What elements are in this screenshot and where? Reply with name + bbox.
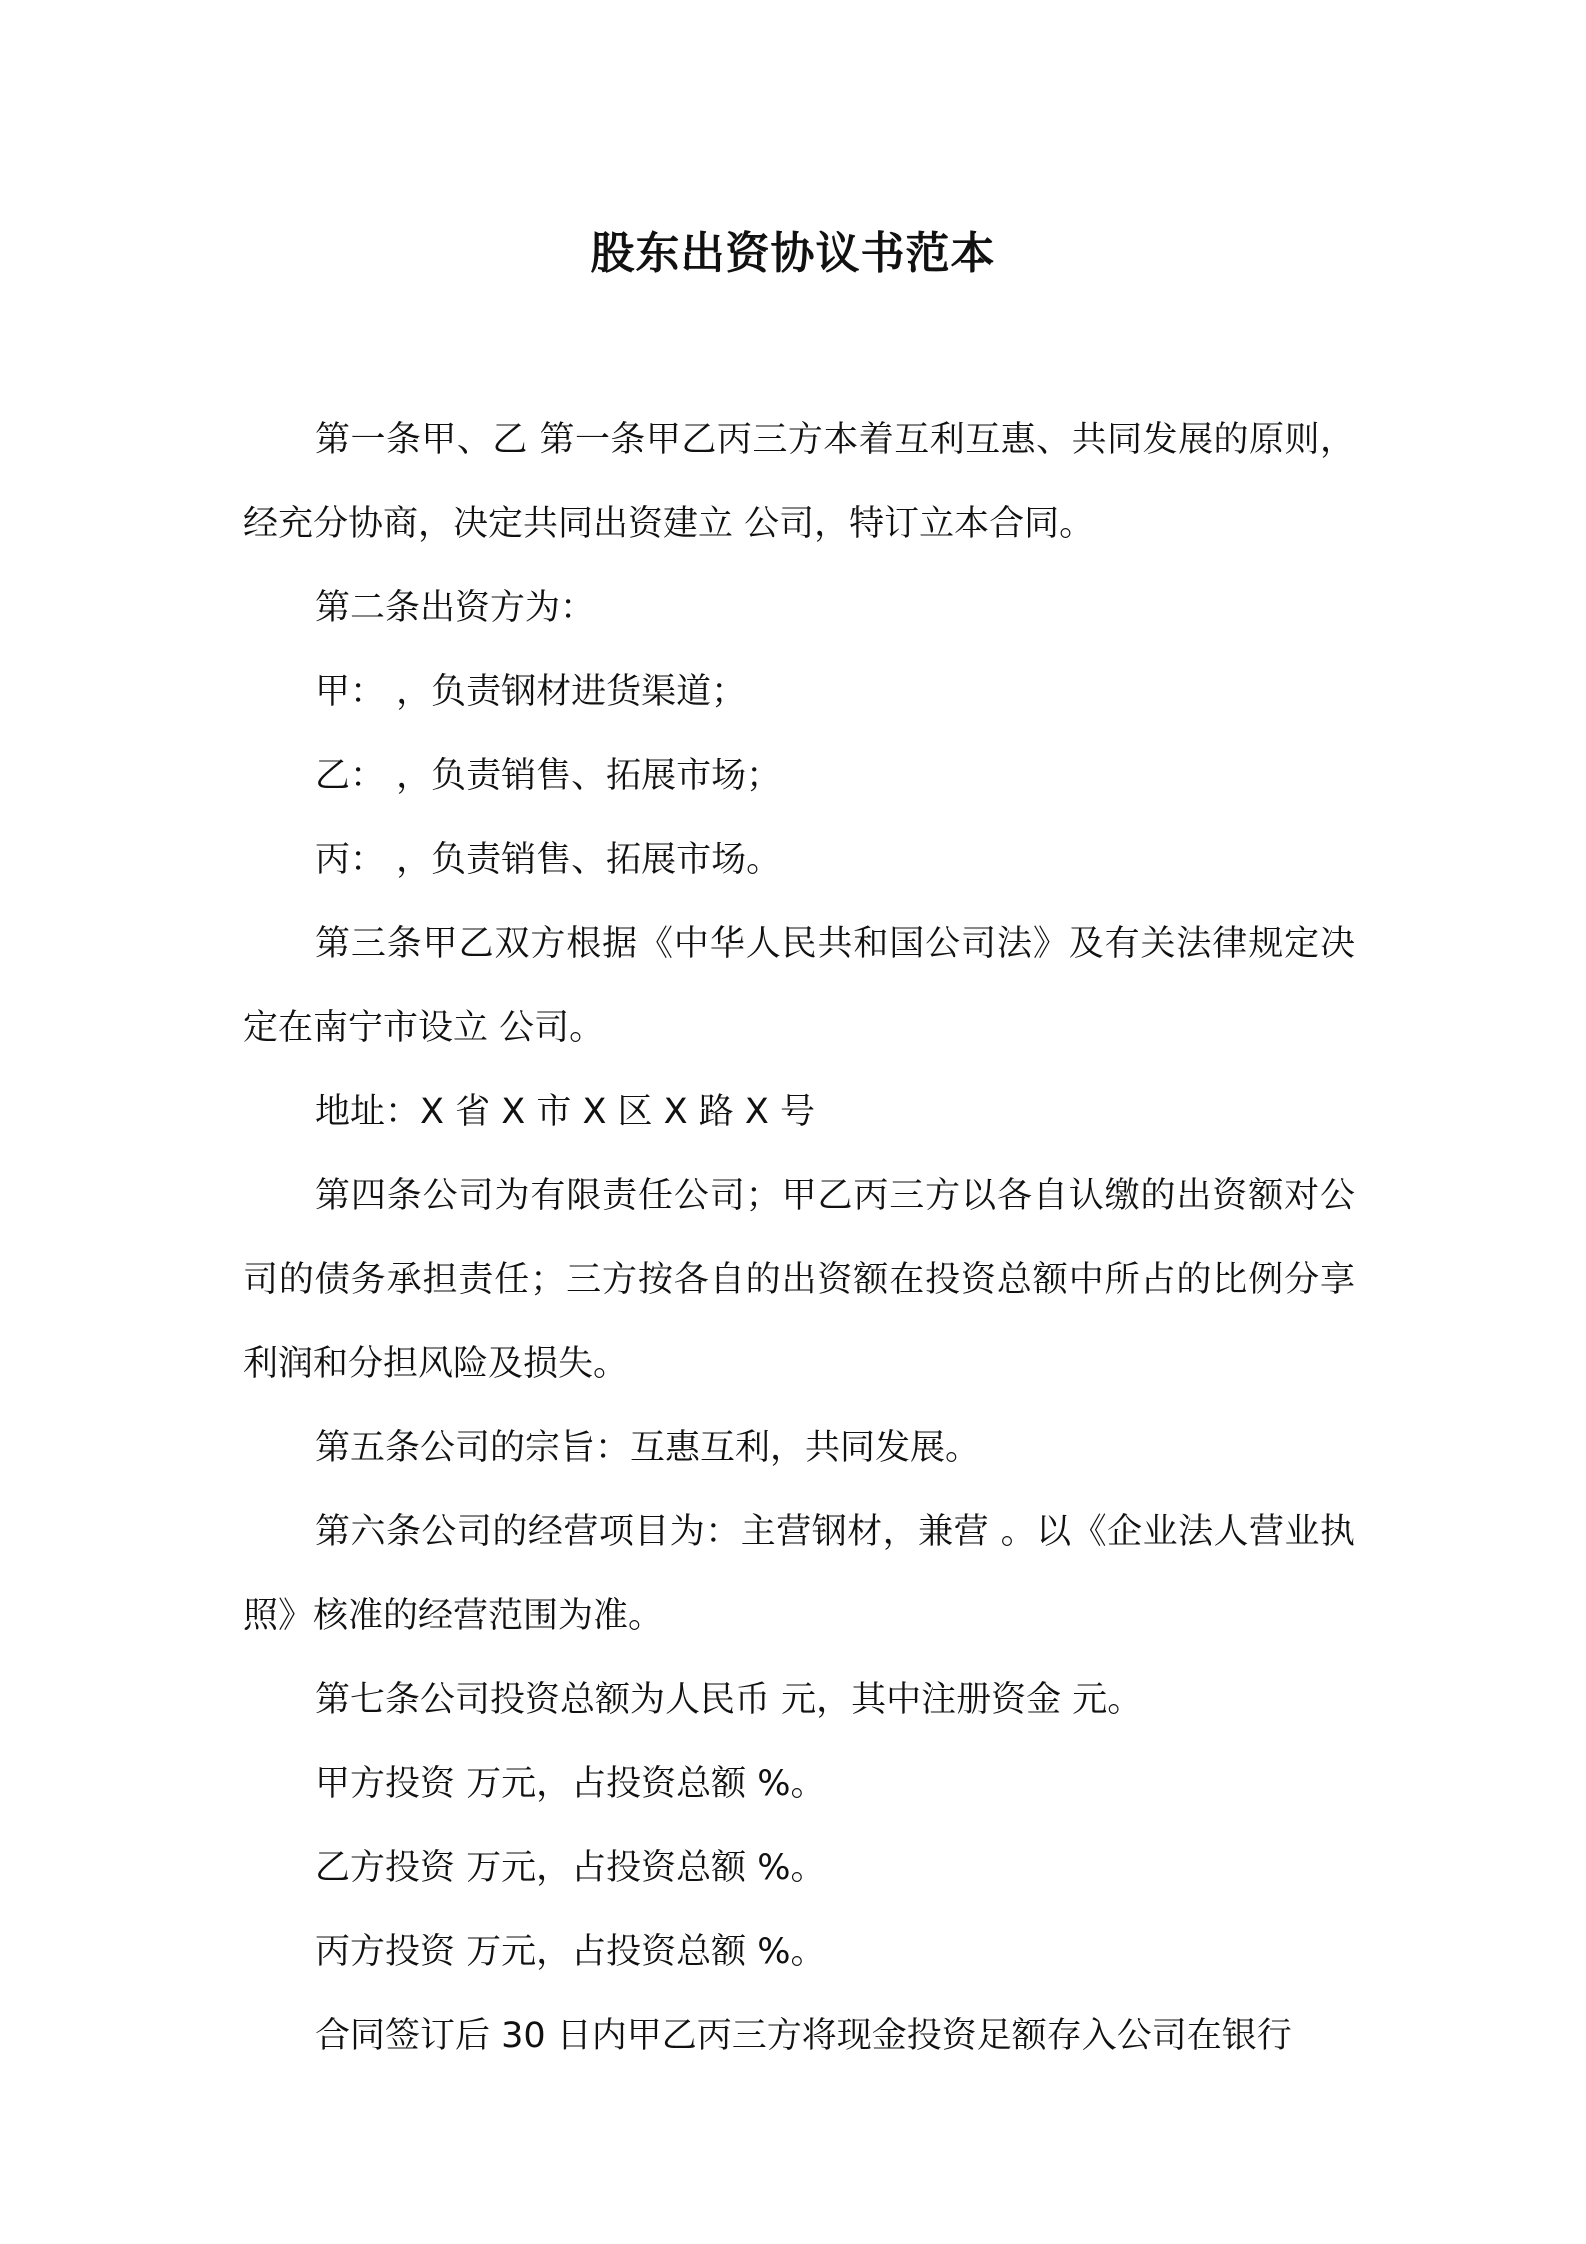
paragraph-article-2: 第二条出资方为： bbox=[315, 588, 596, 628]
document-title: 股东出资协议书范本 bbox=[590, 228, 996, 279]
paragraph-investment-a: 甲方投资 万元，占投资总额 %。 bbox=[315, 1764, 826, 1804]
paragraph-party-b: 乙： ，负责销售、拓展市场； bbox=[315, 756, 782, 796]
paragraph-party-c: 丙： ，负责销售、拓展市场。 bbox=[315, 840, 782, 880]
document-body bbox=[243, 398, 1355, 2078]
paragraph-article-5: 第五条公司的宗旨：互惠互利，共同发展。 bbox=[315, 1428, 981, 1468]
paragraph-article-7: 第七条公司投资总额为人民币 元，其中注册资金 元。 bbox=[315, 1680, 1143, 1720]
paragraph-investment-c: 丙方投资 万元，占投资总额 %。 bbox=[315, 1932, 826, 1972]
paragraph-party-a: 甲： ，负责钢材进货渠道； bbox=[315, 672, 747, 712]
paragraph-address: 地址：X 省 X 市 X 区 X 路 X 号 bbox=[315, 1092, 816, 1132]
paragraph-investment-b: 乙方投资 万元，占投资总额 %。 bbox=[315, 1848, 826, 1888]
paragraph-article-4: 第四条公司为有限责任公司；甲乙丙三方以各自认缴的出资额对公司的债务承担责任；三方按各自的出资额在投资总额中所占的比例分享利润和分担风险及损失。 bbox=[243, 1176, 1355, 1384]
paragraph-article-1: 第一条甲、乙 第一条甲乙丙三方本着互利互惠、共同发展的原则，经充分协商，决定共同出资建立 公司，特订立本合同。 bbox=[243, 420, 1355, 544]
paragraph-deposit: 合同签订后 30 日内甲乙丙三方将现金投资足额存入公司在银行 bbox=[315, 2016, 1292, 2056]
paragraph-article-3: 第三条甲乙双方根据《中华人民共和国公司法》及有关法律规定决定在南宁市设立 公司。 bbox=[243, 924, 1355, 1048]
paragraph-article-6: 第六条公司的经营项目为：主营钢材，兼营 。以《企业法人营业执照》核准的经营范围为准。 bbox=[243, 1512, 1355, 1636]
